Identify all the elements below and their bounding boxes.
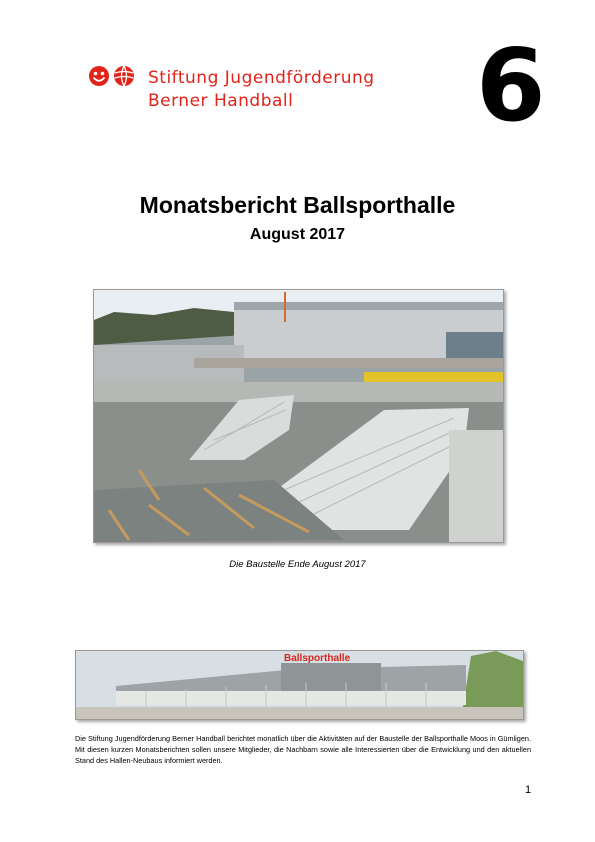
logo-text-line1: Stiftung Jugendförderung — [148, 68, 375, 88]
page-number: 1 — [525, 784, 532, 796]
report-title: Monatsbericht Ballsporthalle — [139, 192, 456, 218]
photo-caption: Die Baustelle Ende August 2017 — [229, 559, 366, 570]
building-rendering-image — [75, 650, 524, 720]
intro-paragraph: Die Stiftung Jugendförderung Berner Handball berichtet monatlich über die Aktivitäten auf der Baustelle der Ballsporthalle Moos in Gümligen. Mit diesen kurzen Monatsberichten sollen unsere Mitglieder, die Nachbarn sowie alle Interessierten über die Entwicklung und den aktuellen Stand des Hallen-Neubaus informiert werden. — [75, 734, 531, 765]
report-date: August 2017 — [249, 226, 346, 243]
building-sign: Ballsporthalle — [284, 653, 351, 664]
volleyball-icon — [114, 66, 134, 86]
construction-site-photo — [93, 289, 504, 543]
logo-balls — [88, 64, 142, 90]
foundation-logo — [88, 64, 408, 112]
construction-site-illustration — [94, 290, 503, 542]
smiley-ball-icon — [89, 66, 109, 86]
issue-number: 6 — [476, 27, 546, 144]
logo-text-line2: Berner Handball — [148, 91, 294, 111]
